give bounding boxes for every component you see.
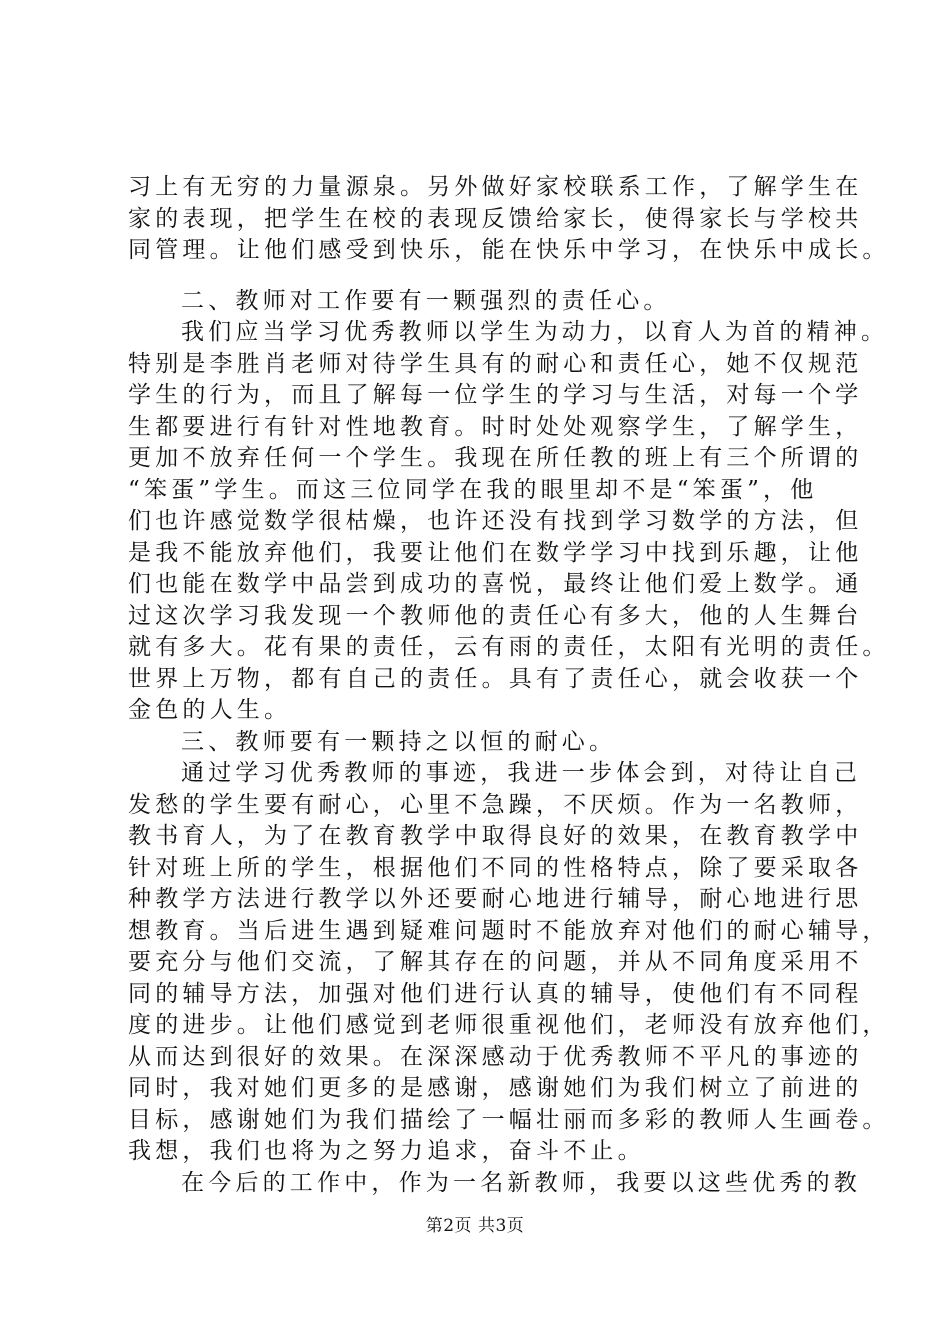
text-line: 过这次学习我发现一个教师他的责任心有多大，他的人生舞台 bbox=[128, 602, 863, 629]
text-line: 通过学习优秀教师的事迹，我进一步体会到，对待让自己 bbox=[181, 760, 861, 786]
text-line: 就有多大。花有果的责任，云有雨的责任，太阳有光明的责任。 bbox=[128, 634, 890, 660]
text-line: 世界上万物，都有自己的责任。具有了责任心，就会收获一个 bbox=[128, 665, 863, 692]
text-line: “笨蛋”学生。而这三位同学在我的眼里却不是“笨蛋”，他 bbox=[128, 476, 818, 503]
text-line: 针对班上所的学生，根据他们不同的性格特点，除了要采取各 bbox=[128, 854, 863, 881]
text-line: 是我不能放弃他们，我要让他们在数学学习中找到乐趣，让他 bbox=[128, 539, 863, 566]
text-line: 金色的人生。 bbox=[128, 697, 292, 723]
text-line: 在今后的工作中，作为一名新教师，我要以这些优秀的教 bbox=[181, 1169, 861, 1196]
text-line: 发愁的学生要有耐心，心里不急躁，不厌烦。作为一名教师， bbox=[128, 791, 863, 818]
text-line: 我们应当学习优秀教师以学生为动力，以育人为首的精神。 bbox=[181, 319, 889, 345]
text-line: 想教育。当后进生遇到疑难问题时不能放弃对他们的耐心辅导， bbox=[128, 917, 890, 944]
section-heading: 三、教师要有一颗持之以恒的耐心。 bbox=[181, 728, 617, 755]
text-line: 目标，感谢她们为我们描绘了一幅壮丽而多彩的教师人生画卷。 bbox=[128, 1106, 890, 1133]
text-line: 家的表现，把学生在校的表现反馈给家长，使得家长与学校共 bbox=[128, 205, 863, 232]
text-line: 习上有无穷的力量源泉。另外做好家校联系工作，了解学生在 bbox=[128, 174, 863, 200]
text-line: 们也能在数学中品尝到成功的喜悦，最终让他们爱上数学。通 bbox=[128, 571, 863, 597]
text-line: 我想，我们也将为之努力追求，奋斗不止。 bbox=[128, 1138, 645, 1164]
text-line: 更加不放弃任何一个学生。我现在所任教的班上有三个所谓的 bbox=[128, 445, 863, 471]
text-line: 们也许感觉数学很枯燥，也许还没有找到学习数学的方法，但 bbox=[128, 508, 863, 534]
text-line: 要充分与他们交流，了解其存在的问题，并从不同角度采用不 bbox=[128, 949, 863, 975]
text-line: 从而达到很好的效果。在深深感动于优秀教师不平凡的事迹的 bbox=[128, 1043, 863, 1070]
text-line: 同管理。让他们感受到快乐，能在快乐中学习，在快乐中成长。 bbox=[128, 237, 890, 263]
text-line: 教书育人，为了在教育教学中取得良好的效果，在教育教学中 bbox=[128, 823, 863, 849]
text-line: 学生的行为，而且了解每一位学生的学习与生活，对每一个学 bbox=[128, 382, 863, 408]
text-line: 度的进步。让他们感觉到老师很重视他们，老师没有放弃他们， bbox=[128, 1012, 890, 1038]
text-line: 同时，我对她们更多的是感谢，感谢她们为我们树立了前进的 bbox=[128, 1075, 863, 1101]
page-number-footer: 第2页 共3页 bbox=[425, 1216, 525, 1236]
text-line: 生都要进行有针对性地教育。时时处处观察学生，了解学生， bbox=[128, 413, 863, 440]
text-line: 同的辅导方法，加强对他们进行认真的辅导，使他们有不同程 bbox=[128, 980, 863, 1007]
text-line: 种教学方法进行教学以外还要耐心地进行辅导，耐心地进行思 bbox=[128, 886, 863, 912]
text-line: 特别是李胜肖老师对待学生具有的耐心和责任心，她不仅规范 bbox=[128, 350, 863, 377]
section-heading: 二、教师对工作要有一颗强烈的责任心。 bbox=[181, 287, 671, 314]
